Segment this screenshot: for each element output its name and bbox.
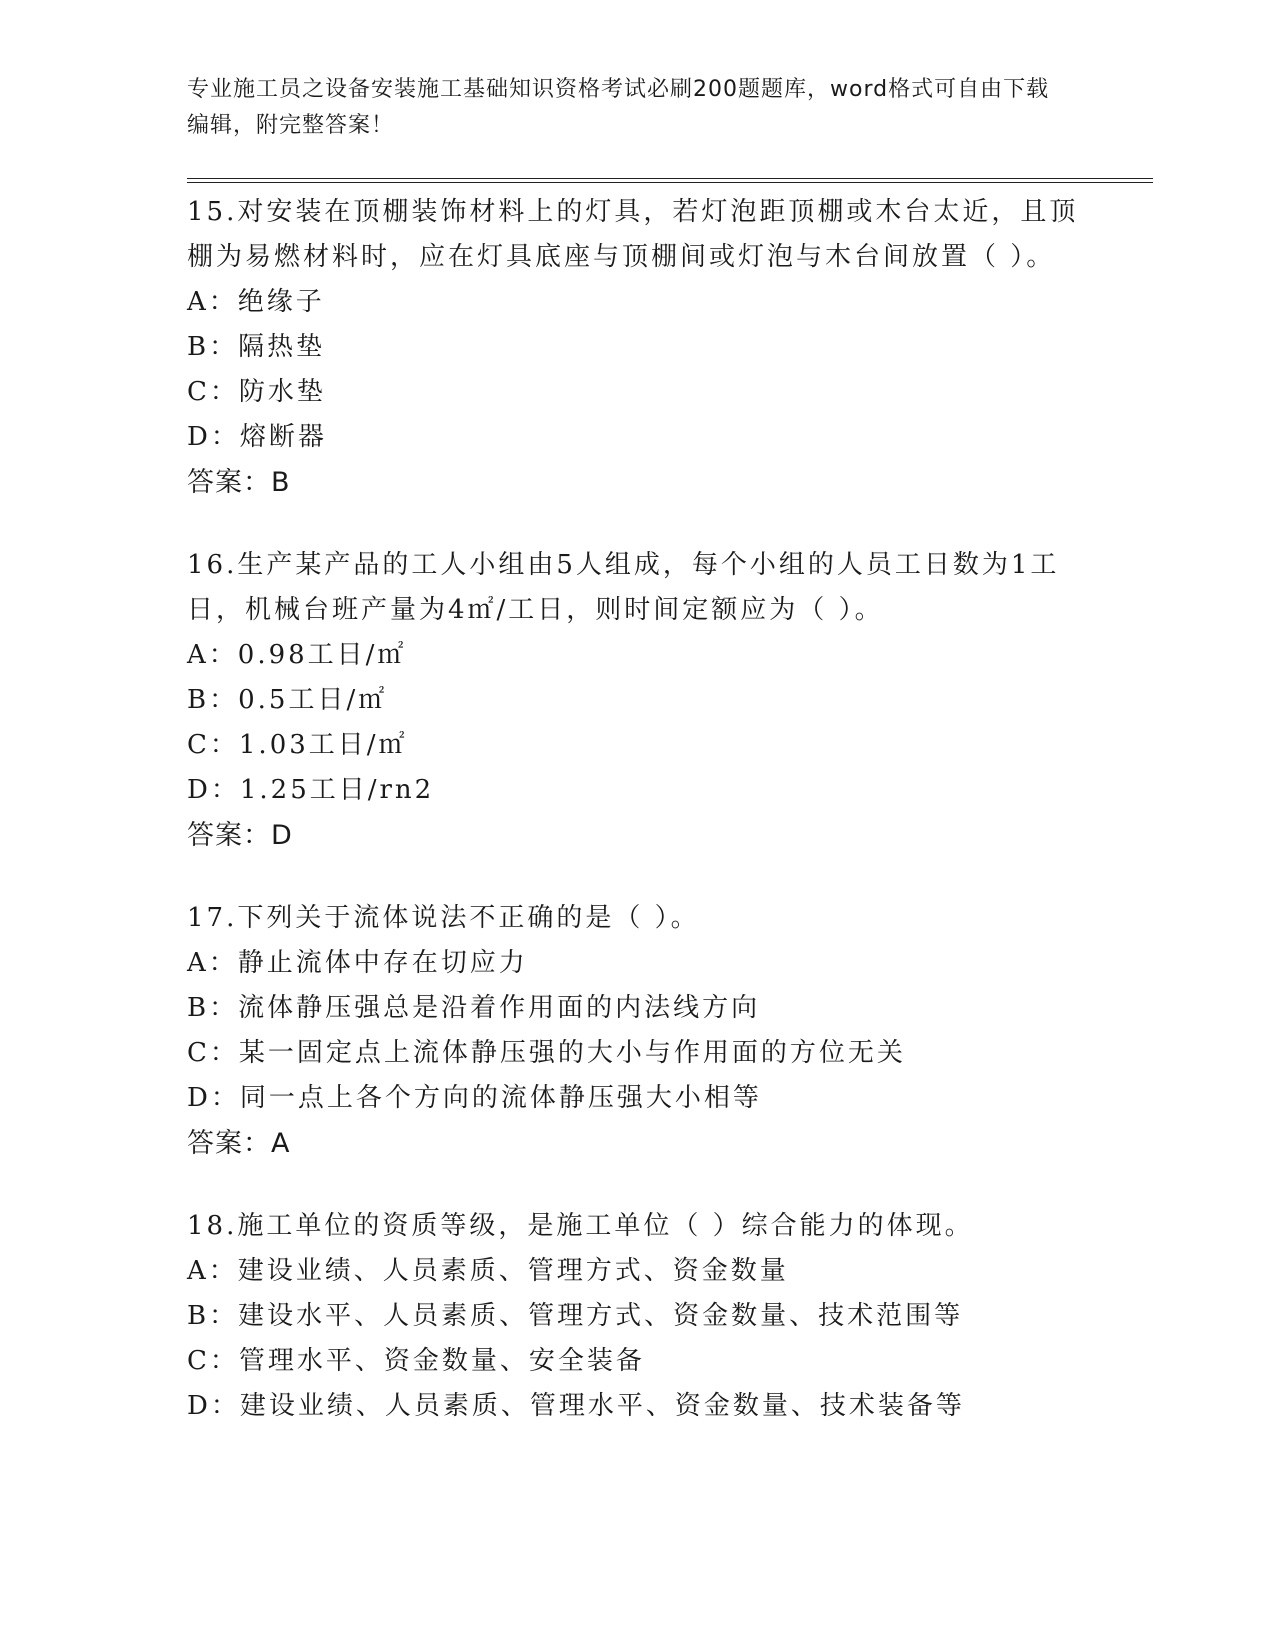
header-rule-top <box>187 178 1153 179</box>
option-d: D：熔断器 <box>187 422 327 452</box>
option-a: A：绝缘子 <box>187 287 325 317</box>
option-a: A：建设业绩、人员素质、管理方式、资金数量 <box>187 1256 789 1286</box>
question-15 <box>187 190 1087 505</box>
answer: 答案：D <box>187 820 293 851</box>
option-d: D：建设业绩、人员素质、管理水平、资金数量、技术装备等 <box>187 1391 965 1421</box>
question-16 <box>187 543 1087 858</box>
document-header: 专业施工员之设备安装施工基础知识资格考试必刷200题题库，word格式可自由下载编辑，附完整答案！ <box>187 77 1050 138</box>
answer: 答案：A <box>187 1128 291 1159</box>
header-rule-bottom <box>187 182 1153 183</box>
option-c: C：某一固定点上流体静压强的大小与作用面的方位无关 <box>187 1038 906 1068</box>
option-b: B：建设水平、人员素质、管理方式、资金数量、技术范围等 <box>187 1301 964 1331</box>
option-d: D：1.25工日/rn2 <box>187 775 435 805</box>
option-b: B：隔热垫 <box>187 332 326 362</box>
option-b: B：0.5工日/㎡ <box>187 685 388 715</box>
option-d: D：同一点上各个方向的流体静压强大小相等 <box>187 1083 762 1113</box>
question-stem: 16.生产某产品的工人小组由5人组成，每个小组的人员工日数为1工日，机械台班产量为4㎡/工日，则时间定额应为（ ）。 <box>187 550 1060 625</box>
question-stem: 17.下列关于流体说法不正确的是（ ）。 <box>187 903 700 933</box>
question-17 <box>187 896 1087 1166</box>
option-c: C：防水垫 <box>187 377 326 407</box>
question-list <box>187 190 1087 1467</box>
question-stem: 18.施工单位的资质等级，是施工单位（ ）综合能力的体现。 <box>187 1211 974 1241</box>
question-18 <box>187 1204 1087 1429</box>
option-a: A：0.98工日/㎡ <box>187 640 407 670</box>
option-c: C：1.03工日/㎡ <box>187 730 408 760</box>
option-c: C：管理水平、资金数量、安全装备 <box>187 1346 645 1376</box>
option-a: A：静止流体中存在切应力 <box>187 948 528 978</box>
answer: 答案：B <box>187 467 291 498</box>
option-b: B：流体静压强总是沿着作用面的内法线方向 <box>187 993 761 1023</box>
question-stem: 15.对安装在顶棚装饰材料上的灯具，若灯泡距顶棚或木台太近，且顶棚为易燃材料时，应在灯具底座与顶棚间或灯泡与木台间放置（ ）。 <box>187 197 1079 272</box>
